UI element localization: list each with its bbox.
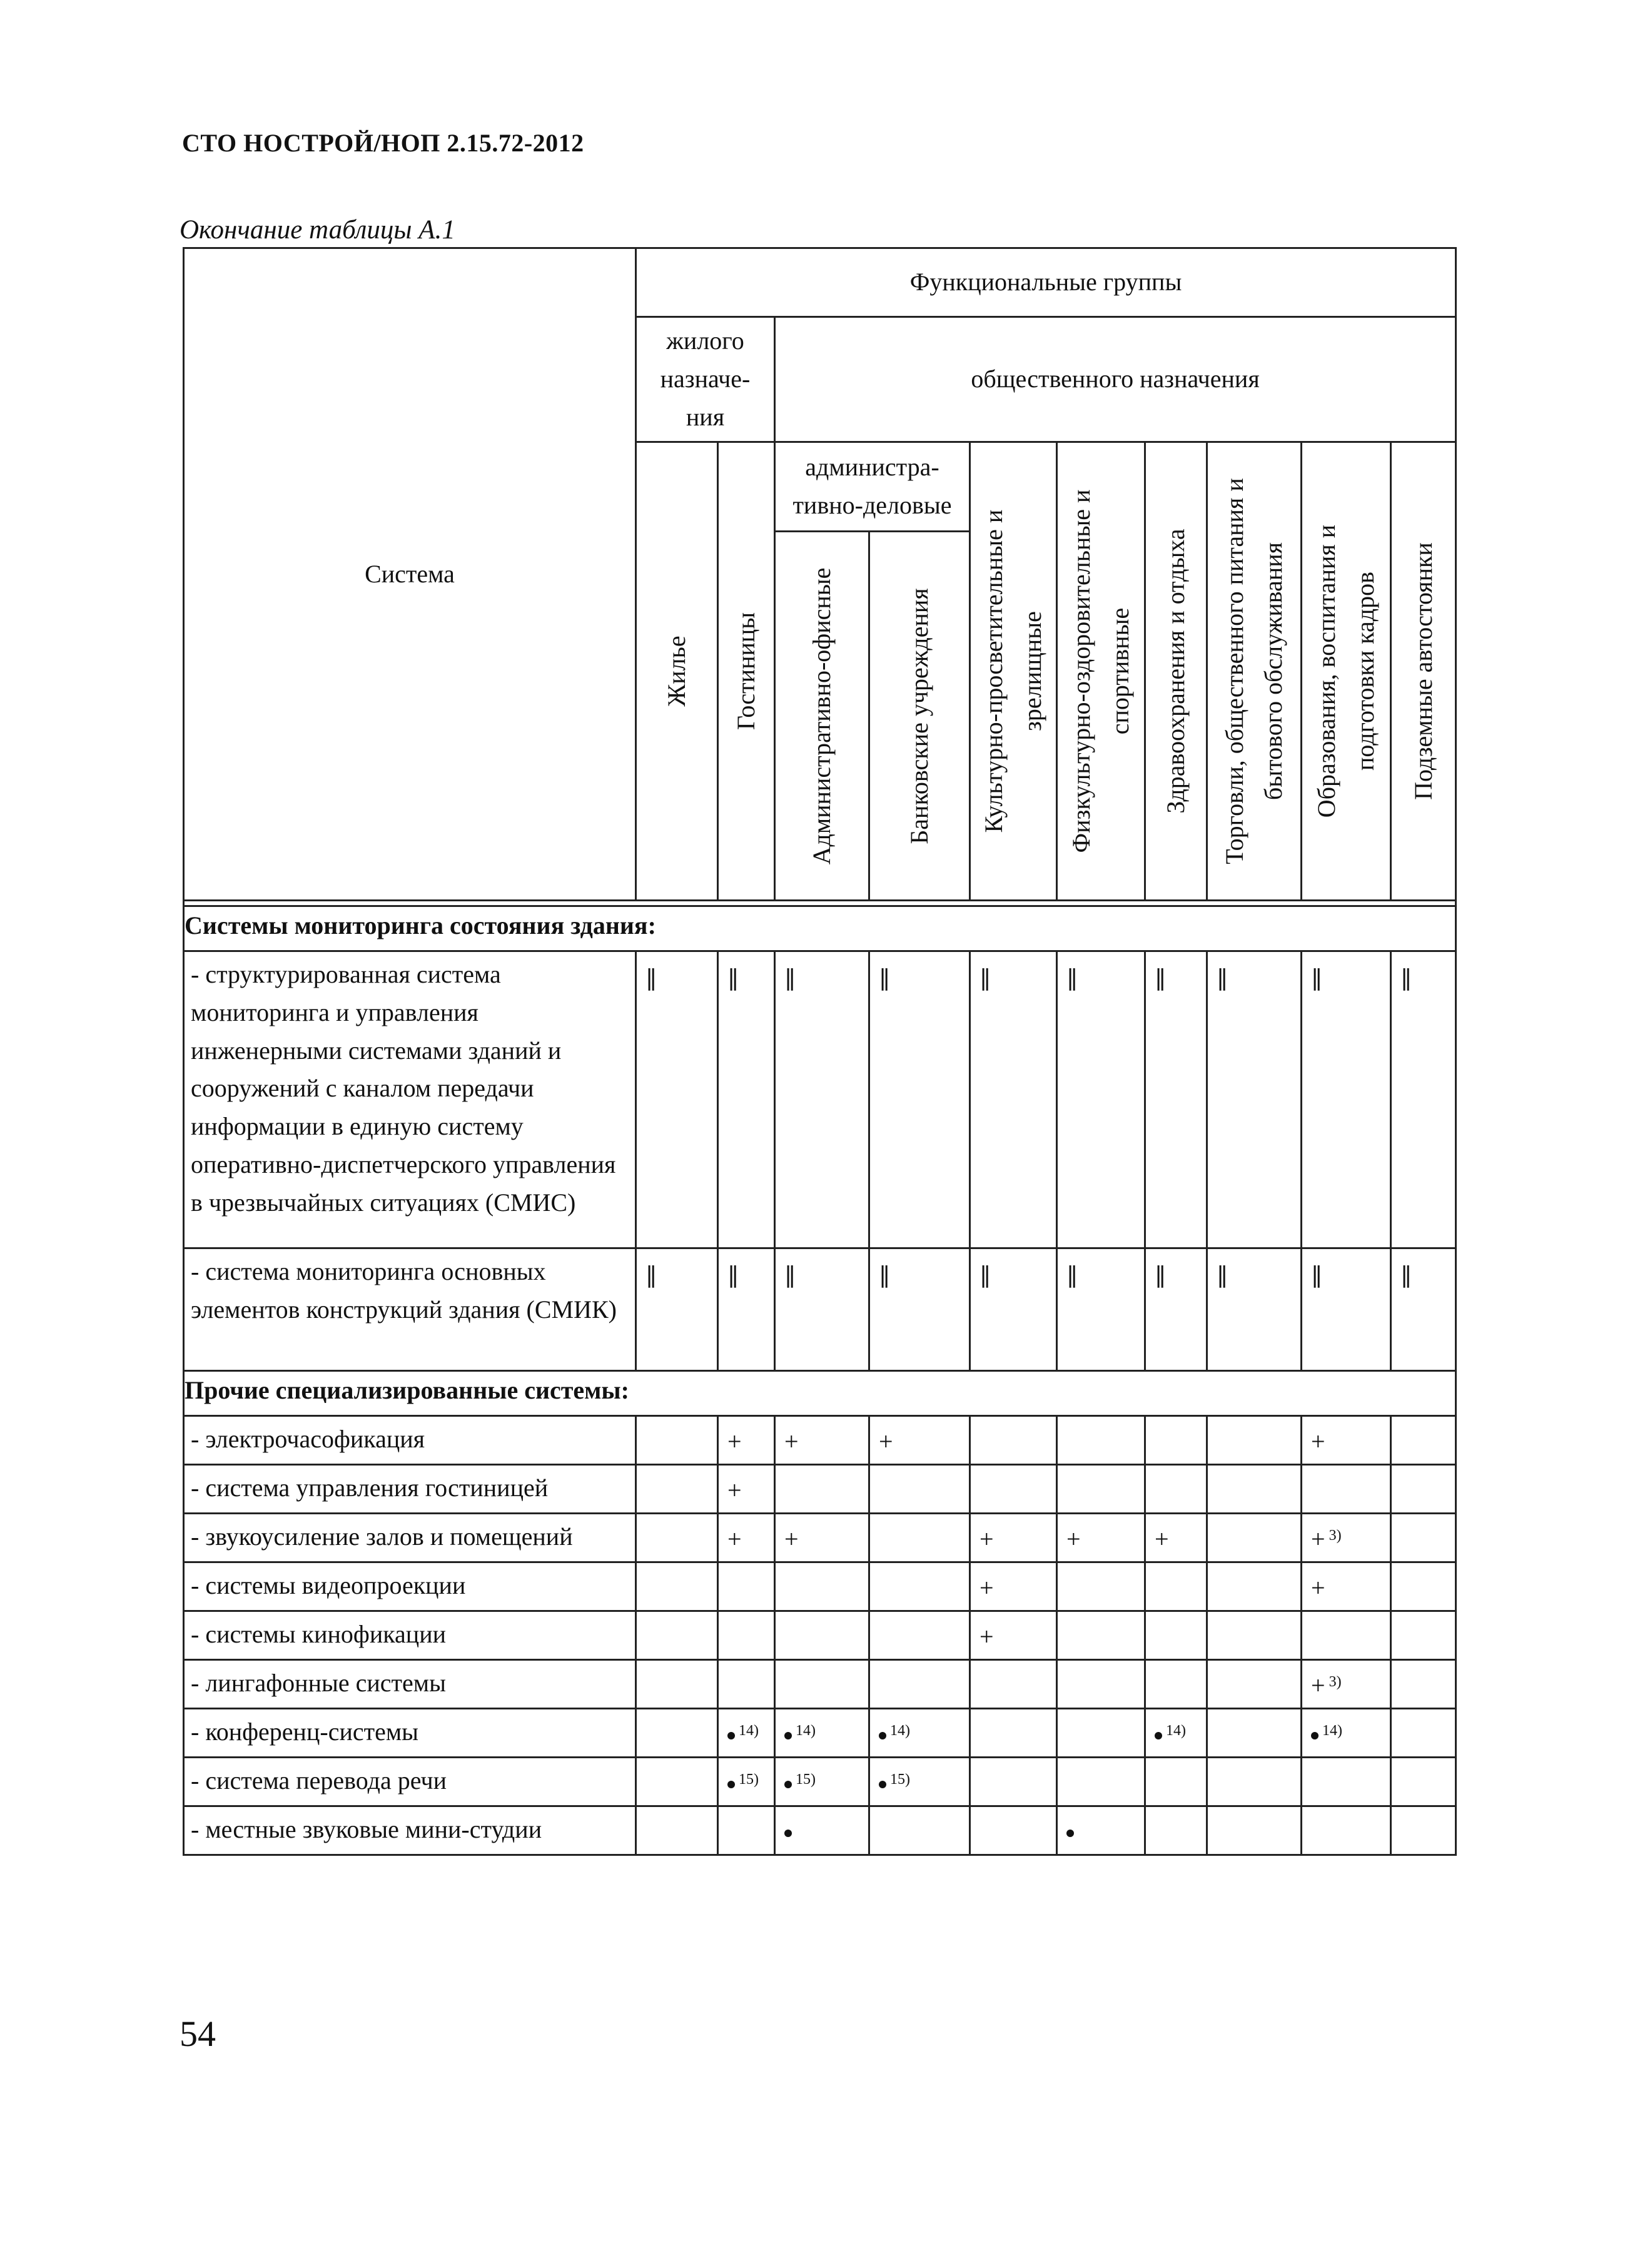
col-header-2: Административно-офисные (775, 532, 869, 901)
mark-cell (1207, 1465, 1302, 1514)
double-bar-mark: || (980, 1262, 988, 1288)
double-bar-mark: || (879, 965, 887, 991)
plus-mark: + (784, 1427, 799, 1455)
mark-cell (718, 1806, 775, 1855)
table-row (184, 1660, 1456, 1709)
mark-cell (869, 1758, 970, 1806)
footnote-ref: 15) (890, 1771, 910, 1788)
mark-cell (636, 1660, 718, 1709)
mark-cell (636, 1416, 718, 1465)
mark-cell (1207, 1514, 1302, 1562)
plus-mark: + (1311, 1671, 1325, 1699)
mark-cell (1057, 1758, 1145, 1806)
mark-cell (869, 1514, 970, 1562)
row-label: - система перевода речи (184, 1758, 636, 1806)
row-label: - конференц-системы (184, 1709, 636, 1758)
mark-cell (1207, 1416, 1302, 1465)
plus-mark: + (784, 1525, 799, 1553)
mark-cell (1207, 1562, 1302, 1611)
dot-mark (1311, 1732, 1319, 1739)
double-bar-mark: || (1155, 965, 1163, 991)
double-bar-mark: || (879, 1262, 887, 1288)
header-residential: жилого назначе- ния (636, 317, 775, 442)
mark-cell (718, 1758, 775, 1806)
mark-cell (1391, 1248, 1456, 1371)
mark-cell (636, 951, 718, 1248)
mark-cell (775, 1611, 869, 1660)
table-row (184, 1709, 1456, 1758)
mark-cell (1302, 1611, 1391, 1660)
mark-cell (1302, 1660, 1391, 1709)
mark-cell (1057, 1709, 1145, 1758)
double-bar-mark: || (1066, 965, 1075, 991)
double-bar-mark: || (727, 965, 736, 991)
mark-cell (775, 1758, 869, 1806)
mark-cell (1302, 1709, 1391, 1758)
mark-cell (636, 1562, 718, 1611)
col-header-9: Подземные автостоянки (1391, 442, 1456, 901)
mark-cell (1057, 1416, 1145, 1465)
mark-cell (1391, 1416, 1456, 1465)
col-header-3: Банковские учреждения (869, 532, 970, 901)
footnote-ref: 14) (890, 1723, 910, 1739)
row-label: - система управления гостиницей (184, 1465, 636, 1514)
dot-mark (784, 1830, 792, 1837)
mark-cell (970, 1248, 1057, 1371)
dot-mark (1155, 1732, 1162, 1739)
mark-cell (1302, 1416, 1391, 1465)
plus-mark: + (727, 1525, 742, 1553)
row-label: - местные звуковые мини-студии (184, 1806, 636, 1855)
footnote-ref: 15) (796, 1771, 816, 1788)
mark-cell (1391, 1660, 1456, 1709)
double-bar-mark: || (1400, 1262, 1409, 1288)
mark-cell (775, 1514, 869, 1562)
mark-cell (775, 1562, 869, 1611)
mark-cell (1207, 1611, 1302, 1660)
plus-mark: + (727, 1476, 742, 1504)
table-row (184, 1806, 1456, 1855)
mark-cell (1207, 1660, 1302, 1709)
mark-cell (1057, 1806, 1145, 1855)
table-row (184, 1465, 1456, 1514)
row-label: - система мониторинга основных элементов конструкций здания (СМИК) (184, 1248, 636, 1371)
mark-cell (775, 1248, 869, 1371)
mark-cell (1145, 1611, 1207, 1660)
double-bar-mark: || (645, 1262, 654, 1288)
table-row (184, 1562, 1456, 1611)
double-bar-mark: || (1311, 1262, 1319, 1288)
mark-cell (636, 1709, 718, 1758)
footnote-ref: 3) (1329, 1674, 1342, 1690)
row-label: - системы видеопроекции (184, 1562, 636, 1611)
mark-cell (1145, 1248, 1207, 1371)
mark-cell (970, 1806, 1057, 1855)
plus-mark: + (1155, 1525, 1169, 1553)
plus-mark: + (1066, 1525, 1081, 1553)
mark-cell (970, 1660, 1057, 1709)
mark-cell (718, 1465, 775, 1514)
mark-cell (1145, 1465, 1207, 1514)
footnote-ref: 3) (1329, 1527, 1342, 1544)
mark-cell (718, 1248, 775, 1371)
plus-mark: + (980, 1525, 994, 1553)
table-row (184, 1248, 1456, 1371)
mark-cell (1145, 1514, 1207, 1562)
double-bar-mark: || (1155, 1262, 1163, 1288)
mark-cell (869, 1660, 970, 1709)
plus-mark: + (727, 1427, 742, 1455)
section-title: Системы мониторинга состояния здания: (184, 906, 1456, 951)
mark-cell (869, 1465, 970, 1514)
footnote-ref: 14) (1322, 1723, 1342, 1739)
table-row (184, 1416, 1456, 1465)
dot-mark (879, 1732, 886, 1739)
mark-cell (970, 1416, 1057, 1465)
table-row (184, 1514, 1456, 1562)
mark-cell (1207, 1758, 1302, 1806)
table-row (184, 1758, 1456, 1806)
mark-cell (1145, 951, 1207, 1248)
mark-cell (970, 1611, 1057, 1660)
mark-cell (1391, 1806, 1456, 1855)
header-admin-business: администра- тивно-деловые (775, 442, 970, 532)
double-bar-mark: || (1066, 1262, 1075, 1288)
table-caption: Окончание таблицы А.1 (180, 215, 455, 245)
mark-cell (869, 1248, 970, 1371)
plus-mark: + (1311, 1525, 1325, 1553)
mark-cell (1391, 951, 1456, 1248)
row-label: - системы кинофикации (184, 1611, 636, 1660)
mark-cell (775, 1660, 869, 1709)
footnote-ref: 14) (739, 1723, 759, 1739)
double-bar-mark: || (1400, 965, 1409, 991)
footnote-ref: 15) (739, 1771, 759, 1788)
double-bar-mark: || (980, 965, 988, 991)
header-system: Система (184, 248, 636, 901)
mark-cell (718, 1709, 775, 1758)
table-row (184, 951, 1456, 1248)
mark-cell (775, 951, 869, 1248)
mark-cell (1057, 1465, 1145, 1514)
mark-cell (869, 1562, 970, 1611)
systems-table (183, 247, 1457, 1856)
plus-mark: + (980, 1623, 994, 1651)
header-functional-groups: Функциональные группы (636, 248, 1456, 317)
plus-mark: + (1311, 1427, 1325, 1455)
mark-cell (1207, 1709, 1302, 1758)
mark-cell (1057, 951, 1145, 1248)
mark-cell (869, 1416, 970, 1465)
header-public: общественного назначения (775, 317, 1456, 442)
double-bar-mark: || (727, 1262, 736, 1288)
mark-cell (1302, 1248, 1391, 1371)
mark-cell (1145, 1416, 1207, 1465)
double-bar-mark: || (1217, 965, 1225, 991)
dot-mark (784, 1732, 792, 1739)
mark-cell (970, 1514, 1057, 1562)
mark-cell (636, 1806, 718, 1855)
mark-cell (970, 1758, 1057, 1806)
mark-cell (1057, 1248, 1145, 1371)
mark-cell (1145, 1562, 1207, 1611)
mark-cell (1207, 1248, 1302, 1371)
table-row (184, 1611, 1456, 1660)
footnote-ref: 14) (1166, 1723, 1186, 1739)
mark-cell (1057, 1562, 1145, 1611)
col-header-0: Жилье (636, 442, 718, 901)
mark-cell (970, 1709, 1057, 1758)
mark-cell (636, 1611, 718, 1660)
mark-cell (1391, 1562, 1456, 1611)
mark-cell (970, 951, 1057, 1248)
mark-cell (1391, 1709, 1456, 1758)
mark-cell (869, 951, 970, 1248)
row-label: - звукоусиление залов и помещений (184, 1514, 636, 1562)
mark-cell (1302, 1465, 1391, 1514)
mark-cell (1057, 1514, 1145, 1562)
double-bar-mark: || (645, 965, 654, 991)
mark-cell (1145, 1660, 1207, 1709)
plus-mark: + (980, 1574, 994, 1602)
plus-mark: + (879, 1427, 893, 1455)
mark-cell (636, 1248, 718, 1371)
mark-cell (869, 1709, 970, 1758)
mark-cell (718, 1660, 775, 1709)
plus-mark: + (1311, 1574, 1325, 1602)
page-number: 54 (180, 2013, 216, 2054)
double-bar-mark: || (1217, 1262, 1225, 1288)
mark-cell (869, 1611, 970, 1660)
col-header-4: Культурно-просветительные и зрелищные (970, 442, 1057, 901)
section-title: Прочие специализированные системы: (184, 1371, 1456, 1416)
dot-mark (1066, 1830, 1074, 1837)
row-label: - структурированная система мониторинга и управления инженерными системами зданий и сооружений с каналом передачи информации в единую систему оперативно-диспетчерского управления в чрезвычайных ситуациях (СМИС) (184, 951, 636, 1248)
mark-cell (636, 1465, 718, 1514)
table-body (184, 901, 1456, 1855)
mark-cell (1302, 951, 1391, 1248)
mark-cell (1302, 1514, 1391, 1562)
col-header-6: Здравоохранения и отдыха (1145, 442, 1207, 901)
double-bar-mark: || (1311, 965, 1319, 991)
mark-cell (775, 1465, 869, 1514)
mark-cell (718, 1416, 775, 1465)
mark-cell (1207, 951, 1302, 1248)
dot-mark (727, 1781, 735, 1788)
mark-cell (1145, 1709, 1207, 1758)
mark-cell (775, 1806, 869, 1855)
dot-mark (879, 1781, 886, 1788)
mark-cell (775, 1416, 869, 1465)
mark-cell (636, 1514, 718, 1562)
row-label: - электрочасофикация (184, 1416, 636, 1465)
mark-cell (970, 1562, 1057, 1611)
dot-mark (727, 1732, 735, 1739)
mark-cell (718, 1514, 775, 1562)
mark-cell (718, 1611, 775, 1660)
double-bar-mark: || (784, 965, 792, 991)
col-header-8: Образования, воспитания и подготовки кадров (1302, 442, 1391, 901)
col-header-5: Физкультурно-оздоровительные и спортивные (1057, 442, 1145, 901)
double-bar-mark: || (784, 1262, 792, 1288)
mark-cell (1391, 1514, 1456, 1562)
mark-cell (1391, 1465, 1456, 1514)
mark-cell (1057, 1611, 1145, 1660)
mark-cell (869, 1806, 970, 1855)
col-header-1: Гостиницы (718, 442, 775, 901)
footnote-ref: 14) (796, 1723, 816, 1739)
document-title: СТО НОСТРОЙ/НОП 2.15.72-2012 (182, 129, 584, 157)
mark-cell (1391, 1611, 1456, 1660)
dot-mark (784, 1781, 792, 1788)
col-header-7: Торговли, общественного питания и бытового обслуживания (1207, 442, 1302, 901)
mark-cell (1391, 1758, 1456, 1806)
mark-cell (1145, 1758, 1207, 1806)
mark-cell (1207, 1806, 1302, 1855)
mark-cell (1057, 1660, 1145, 1709)
mark-cell (718, 1562, 775, 1611)
mark-cell (775, 1709, 869, 1758)
row-label: - лингафонные системы (184, 1660, 636, 1709)
header-separator (184, 901, 1456, 906)
mark-cell (1302, 1758, 1391, 1806)
mark-cell (718, 951, 775, 1248)
mark-cell (1145, 1806, 1207, 1855)
mark-cell (636, 1758, 718, 1806)
mark-cell (1302, 1806, 1391, 1855)
mark-cell (1302, 1562, 1391, 1611)
mark-cell (970, 1465, 1057, 1514)
